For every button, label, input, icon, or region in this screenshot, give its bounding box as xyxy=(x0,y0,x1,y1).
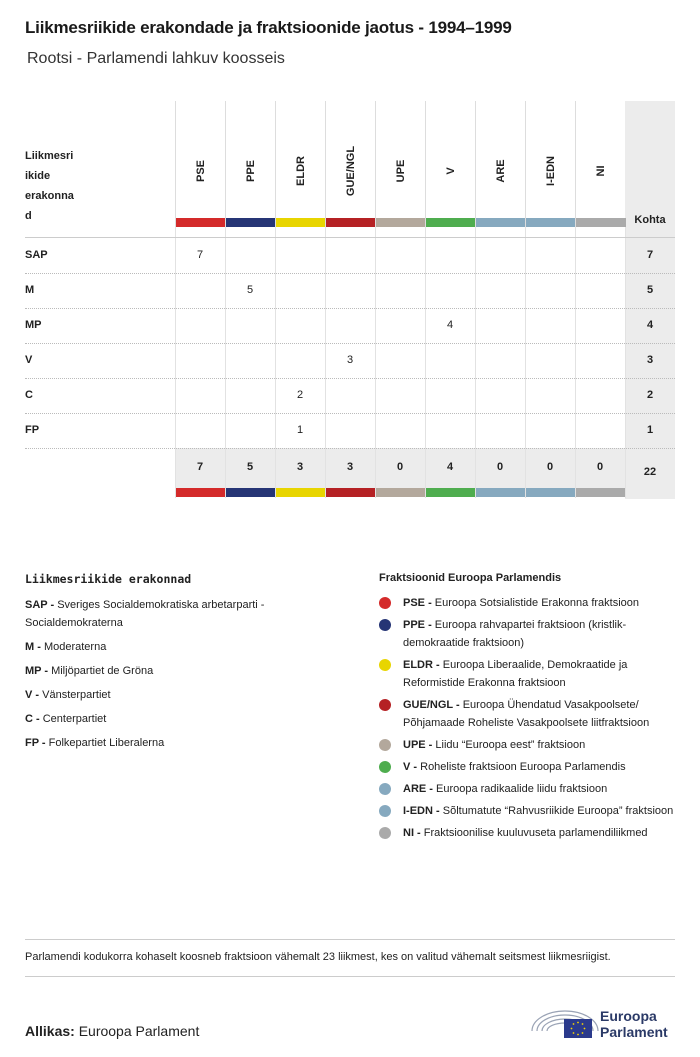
column-bottom-color-bar xyxy=(275,488,325,497)
table-cell: 4 xyxy=(446,319,454,331)
total-column-background xyxy=(625,101,675,499)
party-abbr: FP - xyxy=(25,737,49,749)
column-header xyxy=(175,101,226,227)
column-total: 3 xyxy=(296,461,304,473)
column-bottom-color-bar xyxy=(225,488,275,497)
total-column-header: Kohta xyxy=(634,214,666,226)
group-name: Euroopa Ühendatud Vasakpoolsete/ Põhjamaade Roheliste Vasakpoolsete liitfraktsioon xyxy=(403,699,650,729)
party-legend-item xyxy=(25,596,345,632)
group-name: Sõltumatute “Rahvusriikide Euroopa” fraktsioon xyxy=(442,805,674,817)
source-label: Allikas: xyxy=(25,1023,75,1039)
column-header xyxy=(375,101,426,227)
row-label: FP xyxy=(25,424,40,436)
group-name: Roheliste fraktsioon Euroopa Parlamendis xyxy=(420,761,626,773)
european-parliament-hemicycle-icon xyxy=(530,1001,600,1041)
party-name: Moderaterna xyxy=(43,641,107,653)
logo-text-line: Euroopa xyxy=(600,1008,657,1024)
party-name: Miljöpartiet de Gröna xyxy=(51,665,154,677)
column-total: 0 xyxy=(396,461,404,473)
table-cell: 2 xyxy=(296,389,304,401)
group-name: Euroopa rahvapartei fraktsioon (kristlik-demokraatide fraktsioon) xyxy=(403,619,627,649)
party-abbr: MP - xyxy=(25,665,52,677)
european-parliament-logo xyxy=(530,1001,680,1041)
column-header xyxy=(525,101,576,227)
group-name: Euroopa radikaalide liidu fraktsioon xyxy=(436,783,608,795)
column-total: 0 xyxy=(496,461,504,473)
grid-vline xyxy=(475,227,476,498)
grid-vline xyxy=(225,227,226,498)
column-header-label: NI xyxy=(595,165,607,177)
group-legend-item xyxy=(379,736,679,754)
group-name: Liidu “Euroopa eest” fraktsioon xyxy=(435,739,586,751)
row-header-line: d xyxy=(25,210,32,222)
row-label: C xyxy=(25,389,33,401)
party-legend xyxy=(25,572,345,758)
row-total: 2 xyxy=(646,389,654,401)
group-color-dot-icon xyxy=(379,739,391,751)
grid-vline xyxy=(575,227,576,498)
column-header xyxy=(275,101,326,227)
column-header xyxy=(425,101,476,227)
group-legend-item xyxy=(379,780,679,798)
group-abbr: UPE - xyxy=(403,739,436,751)
column-color-bar xyxy=(376,218,426,227)
column-color-bar xyxy=(526,218,576,227)
column-total: 0 xyxy=(546,461,554,473)
group-name: Fraktsioonilise kuuluvuseta parlamendiliikmed xyxy=(423,827,648,839)
column-color-bar xyxy=(326,218,376,227)
column-header xyxy=(575,101,626,227)
group-legend-item xyxy=(379,824,679,842)
group-abbr: NI - xyxy=(403,827,424,839)
party-name: Centerpartiet xyxy=(42,713,107,725)
column-header xyxy=(475,101,526,227)
group-color-dot-icon xyxy=(379,761,391,773)
grid-vline xyxy=(425,227,426,498)
column-color-bar xyxy=(476,218,526,227)
column-header-label: UPE xyxy=(395,159,407,183)
column-color-bar xyxy=(576,218,626,227)
column-bottom-color-bar xyxy=(425,488,475,497)
row-total: 7 xyxy=(646,249,654,261)
party-abbr: M - xyxy=(25,641,44,653)
table-cell: 5 xyxy=(246,284,254,296)
table-cell: 1 xyxy=(296,424,304,436)
group-legend xyxy=(379,572,679,846)
group-color-dot-icon xyxy=(379,783,391,795)
column-header xyxy=(325,101,376,227)
column-color-bar xyxy=(276,218,326,227)
party-abbr: SAP - xyxy=(25,599,58,611)
party-abbr: C - xyxy=(25,713,43,725)
group-name: Euroopa Sotsialistide Erakonna fraktsioon xyxy=(434,597,640,609)
grid-vline xyxy=(375,227,376,498)
column-bottom-color-bar xyxy=(175,488,225,497)
logo-text-line: Parlament xyxy=(600,1024,668,1040)
column-bottom-color-bar xyxy=(525,488,575,497)
group-legend-item xyxy=(379,802,679,820)
party-legend-item xyxy=(25,734,345,752)
group-color-dot-icon xyxy=(379,805,391,817)
row-total: 1 xyxy=(646,424,654,436)
group-legend-item xyxy=(379,758,679,776)
party-legend-heading: Liikmesriikide erakonnad xyxy=(25,572,192,586)
table-cell: 7 xyxy=(196,249,204,261)
group-abbr: I-EDN - xyxy=(403,805,443,817)
group-color-dot-icon xyxy=(379,659,391,671)
row-header-line: ikide xyxy=(25,170,51,182)
row-label: SAP xyxy=(25,249,48,261)
grid-vline xyxy=(275,227,276,498)
column-total: 3 xyxy=(346,461,354,473)
column-total: 0 xyxy=(596,461,604,473)
column-header-label: PPE xyxy=(245,159,257,183)
table-cell: 3 xyxy=(346,354,354,366)
group-abbr: GUE/NGL - xyxy=(403,699,463,711)
row-total: 4 xyxy=(646,319,654,331)
party-name: Sveriges Socialdemokratiska arbetarparti - Socialdemokraterna xyxy=(25,599,265,629)
logo-text xyxy=(600,1008,668,1040)
column-total: 4 xyxy=(446,461,454,473)
group-color-dot-icon xyxy=(379,597,391,609)
group-color-dot-icon xyxy=(379,699,391,711)
column-bottom-color-bar xyxy=(375,488,425,497)
column-header-label: ELDR xyxy=(295,156,307,186)
column-total: 7 xyxy=(196,461,204,473)
column-bottom-color-bar xyxy=(475,488,525,497)
group-legend-item xyxy=(379,594,679,612)
group-legend-item xyxy=(379,656,679,692)
row-total: 5 xyxy=(646,284,654,296)
page-subtitle: Rootsi - Parlamendi lahkuv koosseis xyxy=(27,50,285,67)
row-label: V xyxy=(25,354,33,366)
row-label: MP xyxy=(25,319,42,331)
column-color-bar xyxy=(176,218,226,227)
group-abbr: ARE - xyxy=(403,783,436,795)
row-divider xyxy=(25,448,675,449)
column-total: 5 xyxy=(246,461,254,473)
column-header-label: V xyxy=(445,167,457,175)
party-legend-item xyxy=(25,686,345,704)
party-legend-item xyxy=(25,710,345,728)
row-header-line: erakonna xyxy=(25,190,74,202)
party-name: Folkepartiet Liberalerna xyxy=(48,737,165,749)
group-abbr: V - xyxy=(403,761,421,773)
footnote: Parlamendi kodukorra kohaselt koosneb fraktsioon vähemalt 23 liikmest, kes on valitud vähemalt seitsmest liikmesriigist. xyxy=(25,939,675,977)
source-line xyxy=(25,1023,199,1039)
row-header-line: Liikmesri xyxy=(25,150,74,162)
header-divider xyxy=(25,237,675,238)
row-divider xyxy=(25,308,675,309)
column-header-label: ARE xyxy=(495,159,507,183)
party-name: Vänsterpartiet xyxy=(42,689,111,701)
column-header-label: I-EDN xyxy=(545,156,557,186)
group-abbr: ELDR - xyxy=(403,659,443,671)
group-legend-item xyxy=(379,696,679,732)
grid-vline xyxy=(525,227,526,498)
column-bottom-color-bar xyxy=(575,488,625,497)
column-header-label: PSE xyxy=(195,159,207,183)
source-value: Euroopa Parlament xyxy=(78,1023,200,1039)
row-header xyxy=(25,146,105,226)
row-label: M xyxy=(25,284,35,296)
column-header-label: GUE/NGL xyxy=(345,145,357,197)
group-name: Euroopa Liberaalide, Demokraatide ja Reformistide Erakonna fraktsioon xyxy=(403,659,628,689)
group-color-dot-icon xyxy=(379,619,391,631)
grid-vline xyxy=(175,227,176,498)
column-bottom-color-bar xyxy=(325,488,375,497)
row-divider xyxy=(25,273,675,274)
group-abbr: PPE - xyxy=(403,619,435,631)
party-legend-item xyxy=(25,638,345,656)
row-total: 3 xyxy=(646,354,654,366)
group-legend-item xyxy=(379,616,679,652)
party-abbr: V - xyxy=(25,689,43,701)
column-color-bar xyxy=(426,218,476,227)
group-abbr: PSE - xyxy=(403,597,435,609)
group-legend-heading: Fraktsioonid Euroopa Parlamendis xyxy=(379,572,562,584)
grand-total: 22 xyxy=(643,466,657,478)
column-header xyxy=(225,101,276,227)
row-divider xyxy=(25,343,675,344)
row-divider xyxy=(25,378,675,379)
party-legend-item xyxy=(25,662,345,680)
page-title: Liikmesriikide erakondade ja fraktsioonide jaotus - 1994–1999 xyxy=(25,18,512,37)
column-color-bar xyxy=(226,218,276,227)
group-color-dot-icon xyxy=(379,827,391,839)
row-divider xyxy=(25,413,675,414)
